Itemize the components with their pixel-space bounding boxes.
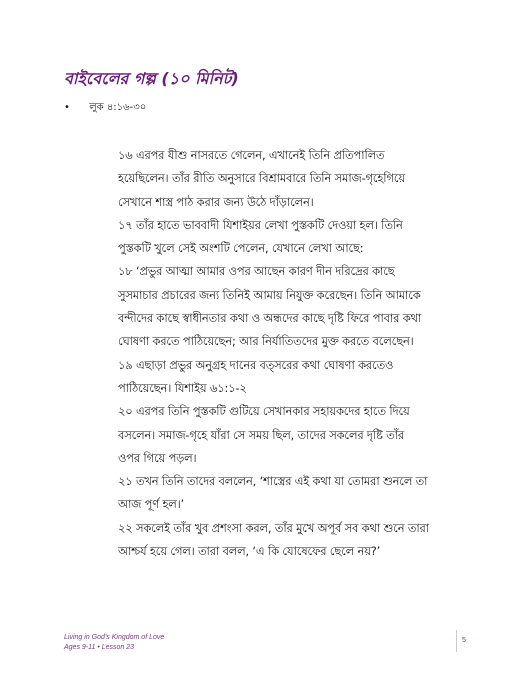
passage-line: ১৬ এরপর যীশু নাসরতে গেলেন, এখানেই তিনি প্রতিপালিত — [118, 148, 385, 162]
footer-lesson-info — [64, 633, 164, 653]
scripture-reference-item — [64, 100, 146, 117]
passage-line: ২১ তখন তিনি তাদের বললেন, ‘শাস্ত্রের এই কথা যা তোমরা শুনলে তা — [118, 474, 428, 489]
passage-line: সেখানে শাস্ত্র পাঠ করার জন্য উঠে দাঁড়ালেন। — [118, 194, 314, 209]
scripture-passage — [118, 144, 468, 563]
bullet-icon: • — [64, 102, 70, 113]
passage-line: বসলেন। সমাজ-গৃহে যাঁরা সে সময় ছিল, তাদের সকলের দৃষ্টি তাঁর — [118, 427, 404, 442]
section-heading: বাইবেলের গল্প (১০ মিনিট) — [64, 69, 239, 88]
footer-series-title: Living in God’s Kingdom of Love — [64, 634, 165, 641]
footer-lesson-label: Ages 9-11 • Lesson 23 — [64, 644, 135, 651]
scripture-reference: লুক ৪:১৬-৩০ — [89, 102, 147, 113]
page-number: 5 — [462, 637, 466, 644]
passage-line: ১৮ ‘প্রভুর আত্মা আমার ওপর আছেন কারণ দীন দরিদ্রের কাছে — [118, 264, 395, 279]
passage-line: বন্দীদের কাছে স্বাধীনতার কথা ও অন্ধদের কাছে দৃষ্টি ফিরে পাবার কথা — [118, 311, 422, 326]
passage-line: ১৯ এছাড়া প্রভুর অনুগ্রহ দানের বত্সরের কথা ঘোষণা করতেও — [118, 357, 394, 372]
passage-line: সুসমাচার প্রচারের জন্য তিনিই আমায় নিযুক্ত করেছেন। তিনি আমাকে — [118, 287, 421, 302]
passage-line: পাঠিয়েছেন। যিশাইয় ৬১:১-২ — [118, 380, 247, 395]
passage-line: ঘোষণা করতে পাঠিয়েছেন; আর নির্যাতিতদের মুক্ত করতে বলেছেন। — [118, 334, 414, 349]
passage-line: পুস্তকটি খুলে সেই অংশটি পেলেন, যেখানে লেখা আছে: — [118, 241, 364, 256]
passage-line: আশ্চর্য হয়ে গেল। তারা বলল, ‘এ কি যোষেফের ছেলে নয়?’ — [118, 544, 381, 559]
passage-line: ওপর গিয়ে পড়ল। — [118, 450, 197, 465]
passage-line: হয়েছিলেন। তাঁর রীতি অনুসারে বিশ্রামবারে তিনি সমাজ-গৃহেগিয়ে — [118, 171, 405, 186]
footer-divider — [456, 630, 457, 652]
passage-line: ১৭ তাঁর হাতে ভাববাদী যিশাইয়র লেখা পুস্তকটি দেওয়া হল। তিনি — [118, 217, 403, 232]
passage-line: ২২ সকলেই তাঁর খুব প্রশংসা করল, তাঁর মুখে অপূর্ব সব কথা শুনে তারা — [118, 520, 429, 535]
passage-line: ২০ এরপর তিনি পুস্তকটি গুটিয়ে সেখানকার সহায়কদের হাতে দিয়ে — [118, 404, 410, 419]
passage-line: আজ পূর্ণ হল।’ — [118, 497, 185, 512]
